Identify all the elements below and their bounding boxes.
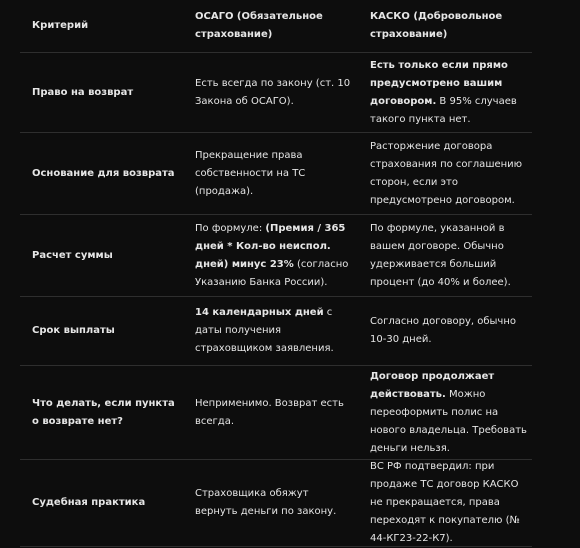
criterion-cell: Право на возврат: [32, 86, 134, 98]
osago-cell: [183, 220, 360, 292]
header-kasko: КАСКО (Добровольное страхование): [370, 11, 503, 40]
kasko-cell: [360, 458, 532, 548]
osago-cell: [183, 395, 360, 431]
header-criterion: Критерий: [32, 20, 89, 31]
table-header: [20, 0, 532, 53]
bold-text: Есть только если прямо предусмотрено вашим договором.: [370, 59, 508, 107]
text: По формуле, указанной в вашем договоре. Обычно удерживается больший процент (до 40% и более).: [370, 222, 511, 288]
header-osago: ОСАГО (Обязательное страхование): [195, 11, 323, 40]
text: Расторжение договора страхования по соглашению сторон, если это предусмотрено договором.: [370, 140, 523, 206]
criterion-cell: Расчет суммы: [32, 249, 113, 261]
table-body: [20, 53, 532, 547]
comparison-table: [20, 0, 532, 547]
bold-text: 14 календарных дней: [195, 307, 324, 318]
kasko-cell: [360, 138, 532, 210]
table-row: [20, 53, 532, 133]
bold-text: (Премия / 365 дней * Кол-во неиспол. дней) минус 23%: [195, 222, 346, 270]
osago-cell: [183, 147, 360, 201]
text: ВС РФ подтвердил: при продаже ТС договор КАСКО не прекращается, права переходят к покупателю (№ 44-КГ23-22-К7).: [370, 461, 520, 544]
osago-cell: [183, 485, 360, 521]
osago-cell: [183, 75, 360, 111]
criterion-cell: Что делать, если пункта о возврате нет?: [32, 397, 175, 427]
table-row: [20, 366, 532, 460]
table-row: [20, 460, 532, 547]
text: Можно переоформить полис на нового владельца. Требовать деньги нельзя.: [370, 388, 527, 454]
criterion-cell: Срок выплаты: [32, 325, 115, 336]
text: (согласно Указанию Банка России).: [195, 258, 349, 288]
table-row: [20, 133, 532, 215]
bold-text: Договор продолжает действовать.: [370, 370, 495, 400]
criterion-cell: Основание для возврата: [32, 167, 175, 179]
text: Согласно договору, обычно 10-30 дней.: [370, 316, 516, 345]
text: Неприменимо. Возврат есть всегда.: [195, 397, 344, 427]
osago-cell: [183, 304, 360, 358]
text: В 95% случаев такого пункта нет.: [370, 95, 517, 125]
criterion-cell: Судебная практика: [32, 497, 146, 508]
kasko-cell: [360, 57, 532, 129]
kasko-cell: [360, 368, 532, 458]
kasko-cell: [360, 220, 532, 292]
table-row: [20, 215, 532, 297]
text: Прекращение права собственности на ТС (продажа).: [195, 149, 306, 197]
text: с даты получения страховщиком заявления.: [195, 307, 334, 354]
text: Страховщика обяжут вернуть деньги по закону.: [195, 488, 337, 517]
table-row: [20, 297, 532, 366]
kasko-cell: [360, 313, 532, 349]
text: По формуле:: [195, 222, 266, 234]
text: Есть всегда по закону (ст. 10 Закона об ОСАГО).: [195, 77, 351, 107]
